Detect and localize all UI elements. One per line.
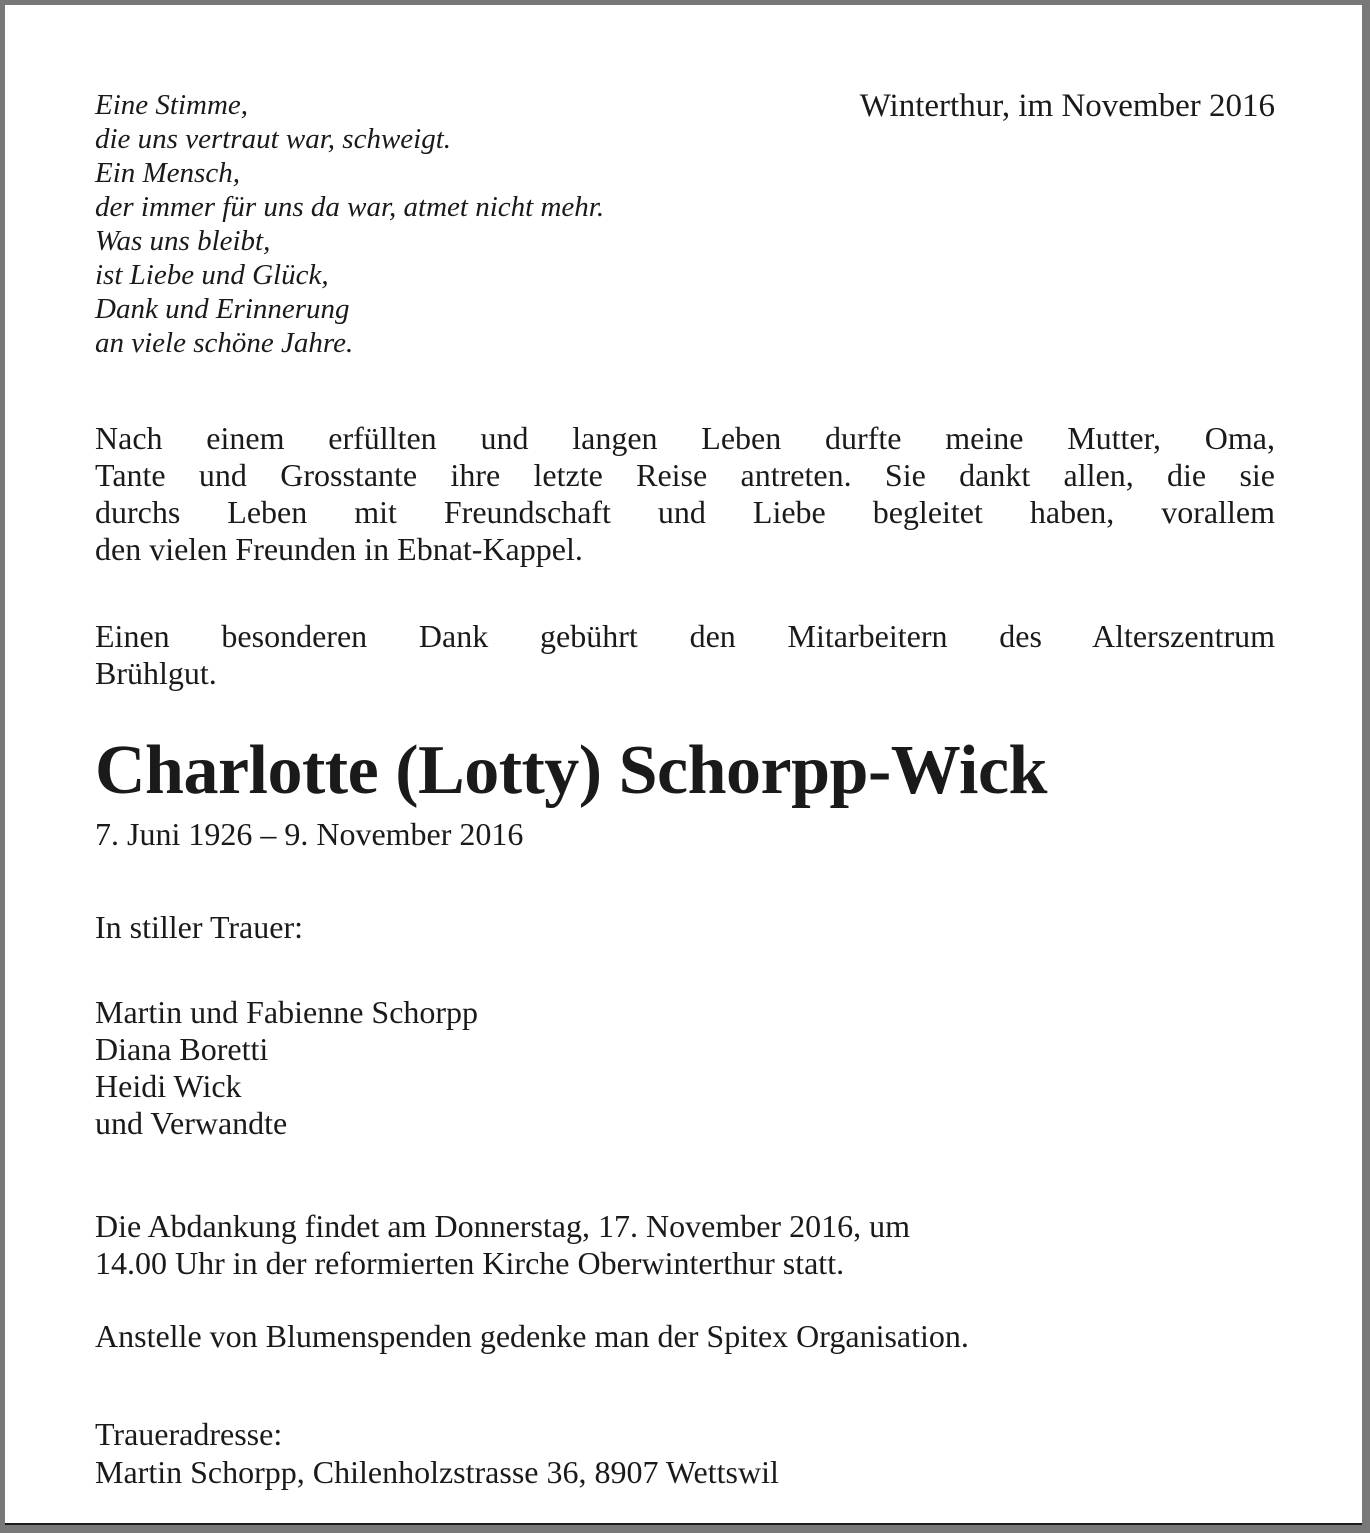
poem-line: ist Liebe und Glück, [95, 259, 329, 291]
mourner-name: Martin und Fabienne Schorpp [95, 994, 479, 1030]
paragraph-line: Tante und Grosstante ihre letzte Reise antreten. Sie dankt allen, die sie [95, 457, 1275, 493]
mourning-address-value: Martin Schorpp, Chilenholzstrasse 36, 8907 Wettswil [95, 1454, 779, 1490]
paragraph-line: durchs Leben mit Freundschaft und Liebe begleitet haben, vorallem [95, 494, 1275, 530]
poem-line: Eine Stimme, [95, 89, 249, 121]
special-thanks-paragraph [95, 618, 1275, 692]
paragraph-line: Einen besonderen Dank gebührt den Mitarbeitern des Alterszentrum [95, 618, 1275, 654]
poem-line: Ein Mensch, [95, 157, 240, 189]
poem-line: Was uns bleibt, [95, 225, 271, 257]
obituary-content [5, 5, 1362, 1525]
mourners-list [95, 994, 1275, 1142]
mourning-heading: In stiller Trauer: [95, 909, 303, 945]
deceased-name-title: Charlotte (Lotty) Schorpp-Wick [95, 732, 1047, 809]
paragraph-line: Nach einem erfüllten und langen Leben durfte meine Mutter, Oma, [95, 420, 1275, 456]
memorial-poem [95, 88, 604, 360]
mourning-address-label: Traueradresse: [95, 1416, 283, 1452]
poem-line: an viele schöne Jahre. [95, 327, 354, 359]
mourner-name: Heidi Wick [95, 1068, 242, 1104]
paragraph-line: Brühlgut. [95, 655, 217, 691]
poem-line: der immer für uns da war, atmet nicht mehr. [95, 191, 605, 223]
service-line: Die Abdankung findet am Donnerstag, 17. November 2016, um [95, 1208, 910, 1244]
paragraph-line: den vielen Freunden in Ebnat-Kappel. [95, 531, 583, 567]
mourner-name: Diana Boretti [95, 1031, 269, 1067]
poem-line: Dank und Erinnerung [95, 293, 350, 325]
poem-line: die uns vertraut war, schweigt. [95, 123, 452, 155]
thanks-paragraph [95, 420, 1275, 568]
place-dateline: Winterthur, im November 2016 [859, 88, 1275, 124]
service-information [95, 1208, 1275, 1282]
life-dates: 7. Juni 1926 – 9. November 2016 [95, 816, 524, 852]
service-line: 14.00 Uhr in der reformierten Kirche Oberwinterthur statt. [95, 1245, 845, 1281]
donation-note: Anstelle von Blumenspenden gedenke man der Spitex Organisation. [95, 1318, 969, 1354]
header-row [95, 88, 1275, 360]
mourning-address [95, 1415, 1275, 1491]
mourner-name: und Verwandte [95, 1105, 288, 1141]
